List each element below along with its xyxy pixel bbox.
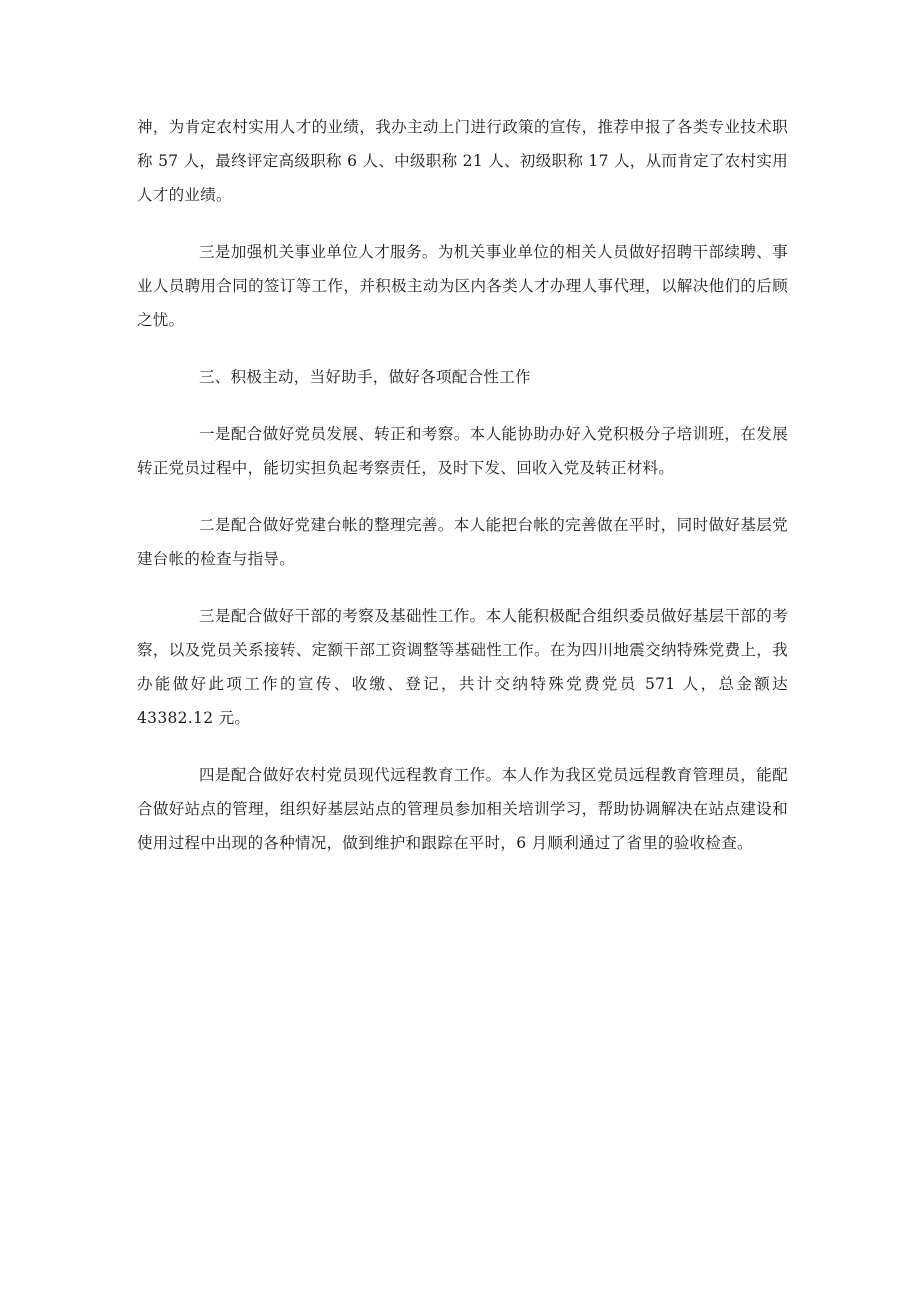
document-body <box>137 110 788 883</box>
paragraph-party-development: 一是配合做好党员发展、转正和考察。本人能协助办好入党积极分子培训班，在发展转正党员过程中，能切实担负起考察责任，及时下发、回收入党及转正材料。 <box>137 425 788 477</box>
paragraph-continuation: 神，为肯定农村实用人才的业绩，我办主动上门进行政策的宣传，推荐申报了各类专业技术职称 57 人，最终评定高级职称 6 人、中级职称 21 人、初级职称 17 人，从而肯定了农村实用人才的业绩。 <box>137 118 788 204</box>
paragraph-remote-education: 四是配合做好农村党员现代远程教育工作。本人作为我区党员远程教育管理员，能配合做好站点的管理，组织好基层站点的管理员参加相关培训学习，帮助协调解决在站点建设和使用过程中出现的各种情况，做到维护和跟踪在平时，6 月顺利通过了省里的验收检查。 <box>137 766 788 852</box>
paragraph-party-ledger: 二是配合做好党建台帐的整理完善。本人能把台帐的完善做在平时，同时做好基层党建台帐的检查与指导。 <box>137 516 788 568</box>
paragraph-talent-service: 三是加强机关事业单位人才服务。为机关事业单位的相关人员做好招聘干部续聘、事业人员聘用合同的签订等工作，并积极主动为区内各类人才办理人事代理，以解决他们的后顾之忧。 <box>137 243 788 329</box>
paragraph-cadre-assessment: 三是配合做好干部的考察及基础性工作。本人能积极配合组织委员做好基层干部的考察，以及党员关系接转、定额干部工资调整等基础性工作。在为四川地震交纳特殊党费上，我办能做好此项工作的宣传、收缴、登记，共计交纳特殊党费党员 571 人，总金额达 43382.12 元。 <box>137 607 788 727</box>
section-heading-3: 三、积极主动，当好助手，做好各项配合性工作 <box>199 368 531 386</box>
